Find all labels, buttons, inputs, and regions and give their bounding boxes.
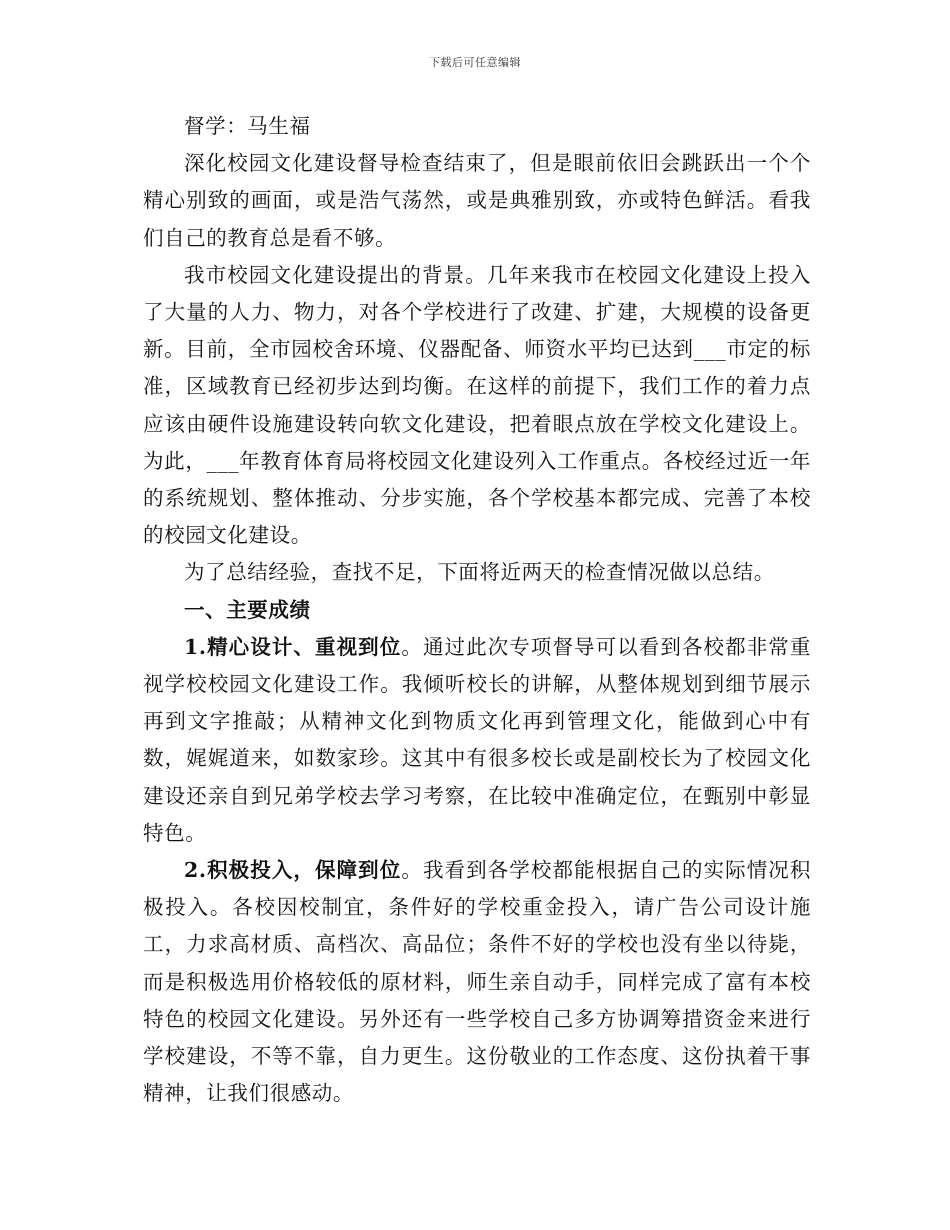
background-paragraph: 我市校园文化建设提出的背景。几年来我市在校园文化建设上投入了大量的人力、物力，对各个学校进行了改建、扩建，大规模的设备更新。目前，全市园校舍环境、仪器配备、师资水平均已达到___市定的标准，区域教育已经初步达到均衡。在这样的前提下，我们工作的着力点应该由硬件设施建设转向软文化建设，把着眼点放在学校文化建设上。为此，___年教育体育局将校园文化建设列入工作重点。各校经过近一年的系统规划、整体推动、分步实施，各个学校基本都完成、完善了本校的校园文化建设。	[143, 262, 811, 548]
achievement-item-2-title: 2.积极投入，保障到位	[184, 858, 402, 883]
achievement-item-1-text: 。通过此次专项督导可以看到各校都非常重视学校校园文化建设工作。我倾听校长的讲解，从整体规划到细节展示再到文字推敲；从精神文化到物质文化再到管理文化，能做到心中有数，娓娓道来，如数家珍。这其中有很多校长或是副校长为了校园文化建设还亲自到兄弟学校去学习考察，在比较中准确定位，在甄别中彰显特色。	[143, 634, 811, 845]
achievement-item-1-title: 1.精心设计、重视到位	[184, 634, 402, 659]
document-body	[143, 108, 811, 1112]
summary-paragraph: 为了总结经验，查找不足，下面将近两天的检查情况做以总结。	[184, 560, 775, 585]
supervisor-line: 督学：马生福	[184, 114, 311, 138]
achievement-item-1	[143, 629, 811, 852]
achievement-item-2-text: 。我看到各学校都能根据自己的实际情况积极投入。各校因校制宜，条件好的学校重金投入，请广告公司设计施工，力求高材质、高档次、高品位；条件不好的学校也没有坐以待毙，而是积极选用价格较低的原材料，师生亲自动手，同样完成了富有本校特色的校园文化建设。另外还有一些学校自己多方协调筹措资金来进行学校建设，不等不靠，自力更生。这份敬业的工作态度、这份执着干事精神，让我们很感动。	[143, 858, 811, 1106]
section-heading: 一、主要成绩	[184, 597, 311, 622]
achievement-item-2	[143, 852, 811, 1112]
intro-paragraph: 深化校园文化建设督导检查结束了，但是眼前依旧会跳跃出一个个精心别致的画面，或是浩气荡然，或是典雅别致，亦或特色鲜活。看我们自己的教育总是看不够。	[143, 151, 811, 250]
page-header: 下载后可任意编辑	[429, 56, 521, 69]
